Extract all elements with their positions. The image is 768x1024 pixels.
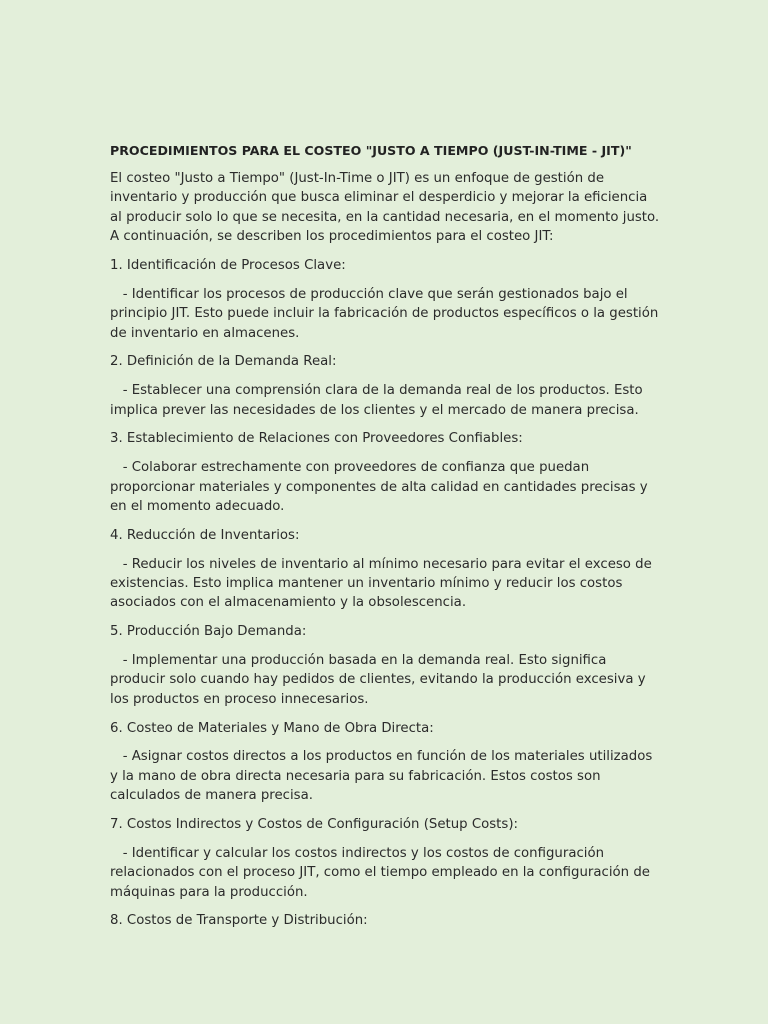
section-heading-2: 2. Definición de la Demanda Real: [110, 354, 337, 370]
section-heading-1: 1. Identificación de Procesos Clave: [110, 258, 346, 274]
section-heading-4: 4. Reducción de Inventarios: [110, 527, 300, 543]
section-heading-5: 5. Producción Bajo Demanda: [110, 624, 307, 640]
section-heading-8: 8. Costos de Transporte y Distribución: [110, 913, 368, 929]
section-detail-5: - Implementar una producción basada en la demanda real. Esto significa producir solo cuando hay pedidos de clientes, evitando la producción excesiva y los productos en proceso innecesarios. [110, 653, 650, 707]
document-title: PROCEDIMIENTOS PARA EL COSTEO "JUSTO A TIEMPO (JUST-IN-TIME - JIT)" [110, 143, 632, 158]
section-detail-6: - Asignar costos directos a los productos en función de los materiales utilizados y la mano de obra directa necesaria para su fabricación. Estos costos son calculados de manera precisa. [110, 749, 657, 804]
document-page [110, 141, 662, 940]
section-heading-7: 7. Costos Indirectos y Costos de Configuración (Setup Costs): [110, 817, 518, 833]
section-heading-3: 3. Establecimiento de Relaciones con Proveedores Confiables: [110, 431, 523, 447]
section-detail-7: - Identificar y calcular los costos indirectos y los costos de configuración relacionados con el proceso JIT, como el tiempo empleado en la configuración de máquinas para la producción. [110, 845, 655, 900]
section-detail-4: - Reducir los niveles de inventario al mínimo necesario para evitar el exceso de existencias. Esto implica mantener un inventario mínimo y reducir los costos asociados con el almacenamiento y la obsolescencia. [110, 556, 657, 611]
intro-paragraph: El costeo "Justo a Tiempo" (Just-In-Time o JIT) es un enfoque de gestión de inventario y producción que busca eliminar el desperdicio y mejorar la eficiencia al producir solo lo que se necesita, en la cantidad necesaria, en el momento justo. A continuación, se describen los procedimientos para el costeo JIT: [110, 171, 660, 245]
section-detail-1: - Identificar los procesos de producción clave que serán gestionados bajo el principio JIT. Esto puede incluir la fabricación de productos específicos o la gestión de inventario en almacenes. [110, 286, 663, 341]
section-heading-6: 6. Costeo de Materiales y Mano de Obra Directa: [110, 720, 434, 736]
section-detail-2: - Establecer una comprensión clara de la demanda real de los productos. Esto implica prever las necesidades de los clientes y el mercado de manera precisa. [110, 383, 647, 418]
section-detail-3: - Colaborar estrechamente con proveedores de confianza que puedan proporcionar materiales y componentes de alta calidad en cantidades precisas y en el momento adecuado. [110, 460, 652, 515]
